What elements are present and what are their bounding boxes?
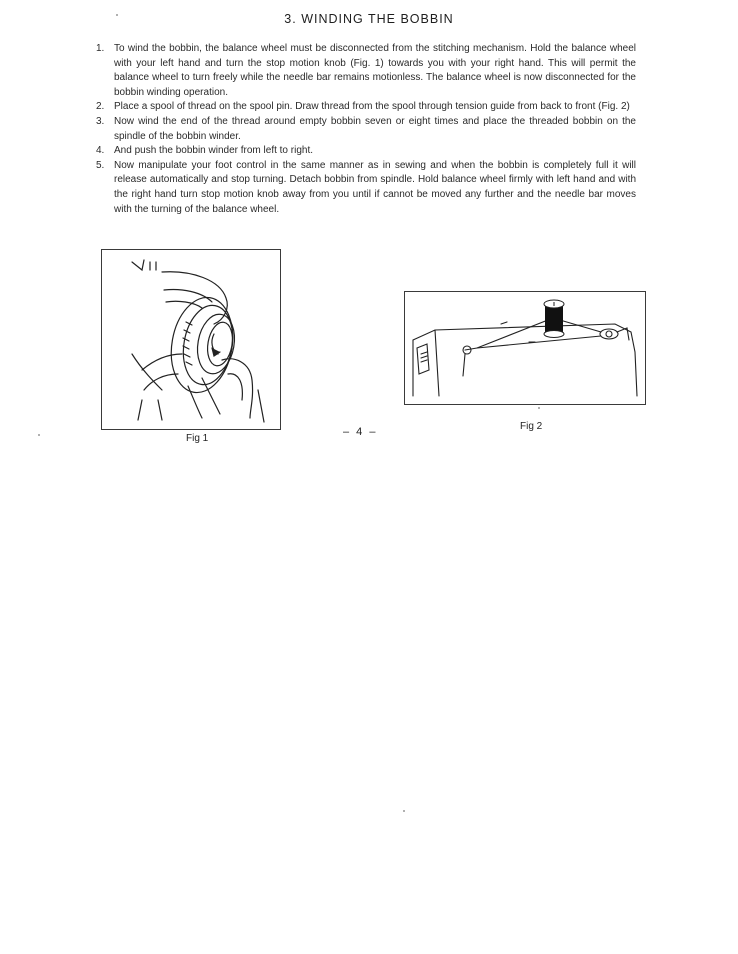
figure-2-caption: Fig 2 xyxy=(520,421,543,432)
instruction-step xyxy=(96,100,636,115)
step-number: 5. xyxy=(96,159,105,171)
step-number: 3. xyxy=(96,115,105,127)
page-number: – 4 – xyxy=(343,426,378,438)
scan-speck xyxy=(403,810,405,812)
thread-spool-icon xyxy=(544,300,564,338)
section-title: 3. WINDING THE BOBBIN xyxy=(284,12,454,26)
instruction-step xyxy=(96,144,636,159)
step-text: Place a spool of thread on the spool pin. Draw thread from the spool through tension guide from back to front (Fig. 2) xyxy=(114,101,630,113)
instruction-step xyxy=(96,42,636,100)
instruction-step xyxy=(96,115,636,144)
spool-threading-drawing xyxy=(405,292,645,404)
figure-2-illustration xyxy=(404,291,646,405)
step-text: To wind the bobbin, the balance wheel must be disconnected from the stitching mechanism. Hold the balance wheel with your left hand and turn the stop motion knob (Fig. 1) towards you with your right hand. This will permit the balance wheel to turn freely while the needle bar remains motionless. The balance wheel is now disconnected for the bobbin winding operation. xyxy=(114,43,636,98)
step-text: Now manipulate your foot control in the same manner as in sewing and when the bobbin is completely full it will release automatically and stop turning. Detach bobbin from spindle. Hold balance wheel firmly with left hand and with the right hand turn stop motion knob away from you until if cannot be moved any further and the needle bar moves with the turning of the balance wheel. xyxy=(114,159,636,215)
step-number: 1. xyxy=(96,43,105,54)
step-number: 2. xyxy=(96,101,105,113)
step-text: Now wind the end of the thread around empty bobbin seven or eight times and place the threaded bobbin on the spindle of the bobbin winder. xyxy=(114,115,636,142)
figure-1-caption: Fig 1 xyxy=(186,433,209,444)
instruction-list xyxy=(96,42,636,217)
scan-speck xyxy=(538,407,540,409)
instruction-step xyxy=(96,159,636,217)
figure-1-illustration xyxy=(101,249,281,430)
hand-on-knob-drawing xyxy=(102,250,280,429)
scan-speck xyxy=(38,434,40,436)
step-text: And push the bobbin winder from left to right. xyxy=(114,145,314,157)
scan-speck xyxy=(116,14,118,16)
step-number: 4. xyxy=(96,145,105,157)
